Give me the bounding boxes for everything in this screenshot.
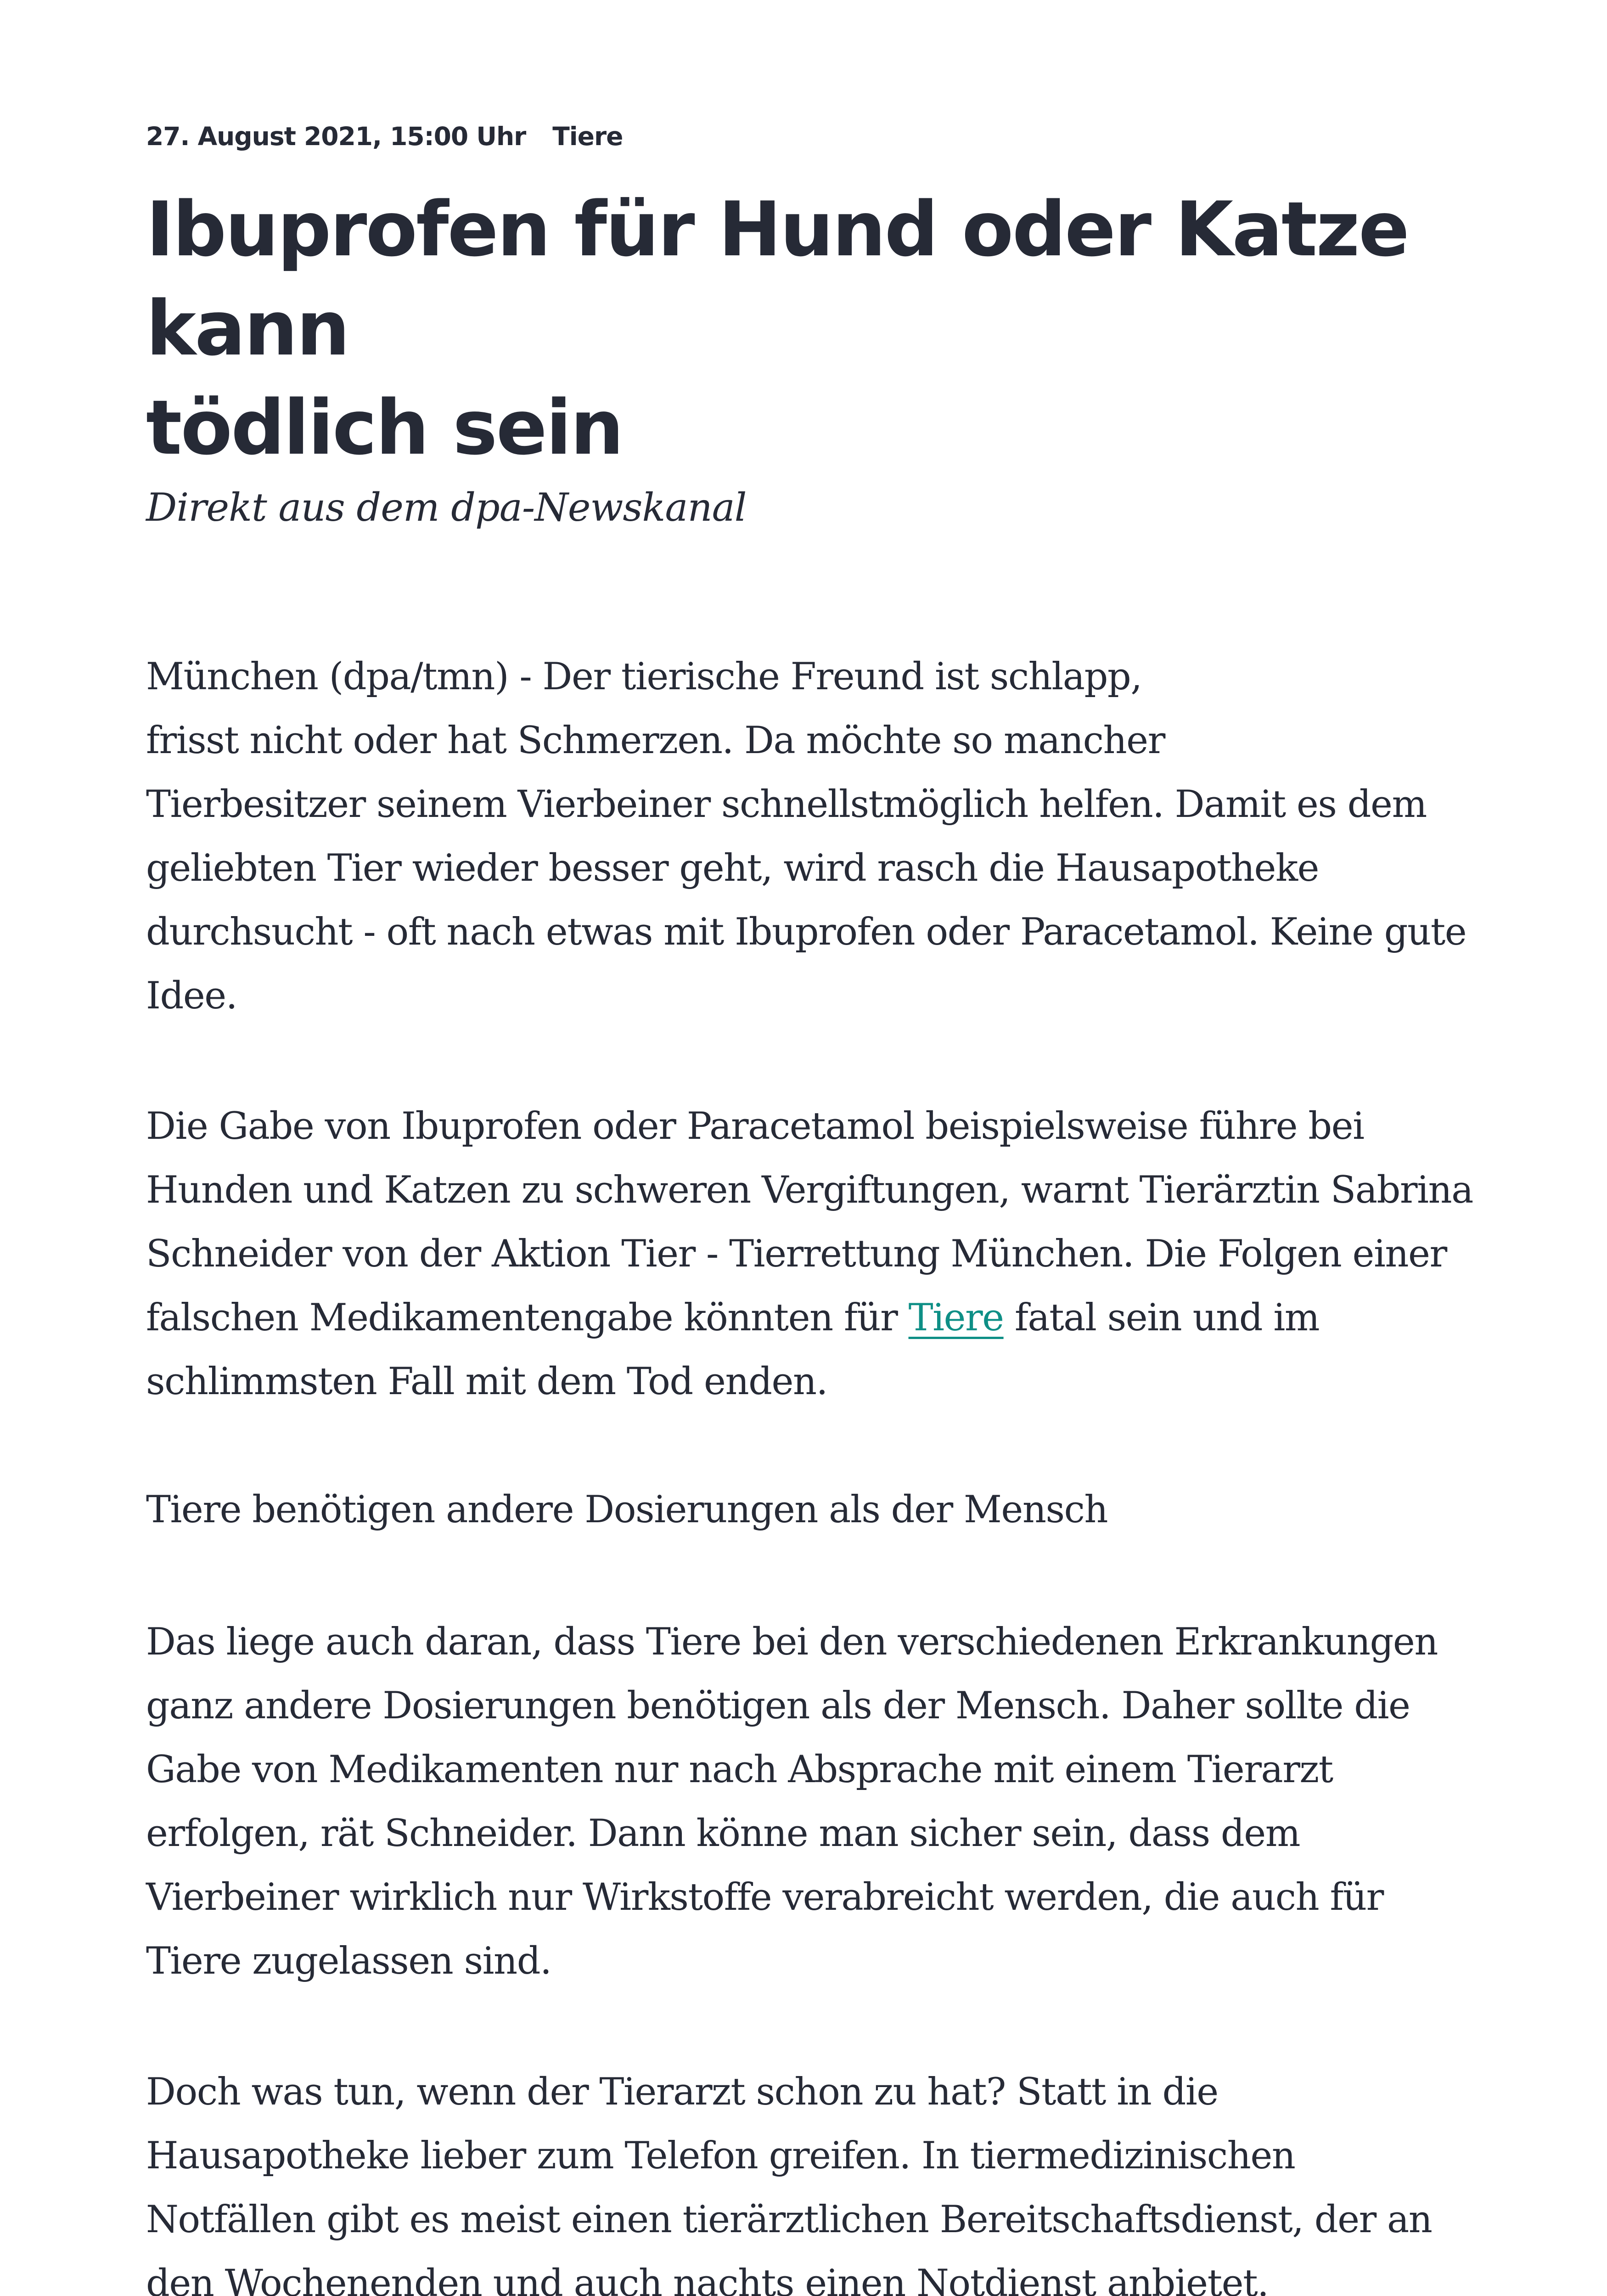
paragraph-line: ganz andere Dosierungen benötigen als der Mensch. Daher sollte die xyxy=(146,1684,1410,1728)
paragraph-line: Hausapotheke lieber zum Telefon greifen. In tiermedizinischen xyxy=(146,2134,1295,2178)
headline-line: Ibuprofen für Hund oder Katze kann xyxy=(146,186,1408,372)
paragraph-line: Doch was tun, wenn der Tierarzt schon zu hat? Statt in die xyxy=(146,2071,1218,2114)
paragraph-line: Hunden und Katzen zu schweren Vergiftungen, warnt Tierärztin Sabrina xyxy=(146,1169,1473,1212)
paragraph-line: Das liege auch daran, dass Tiere bei den verschiedenen Erkrankungen xyxy=(146,1621,1438,1664)
text-segment: fatal sein und im xyxy=(1003,1296,1320,1339)
paragraph-line: Vierbeiner wirklich nur Wirkstoffe verabreicht werden, die auch für xyxy=(146,1876,1383,1919)
paragraph-line: durchsucht - oft nach etwas mit Ibuprofen oder Paracetamol. Keine gute xyxy=(146,911,1467,954)
source-kicker: Direkt aus dem dpa-Newskanal xyxy=(146,485,747,530)
paragraph-line: erfolgen, rät Schneider. Dann könne man sicher sein, dass dem xyxy=(146,1812,1300,1855)
paragraph-line: Schneider von der Aktion Tier - Tierrettung München. Die Folgen einer xyxy=(146,1232,1447,1276)
paragraph-line: Notfällen gibt es meist einen tierärztlichen Bereitschaftsdienst, der an xyxy=(146,2198,1432,2241)
paragraph-line: Tierbesitzer seinem Vierbeiner schnellstmöglich helfen. Damit es dem xyxy=(146,783,1427,826)
paragraph-line: frisst nicht oder hat Schmerzen. Da möchte so mancher xyxy=(146,719,1165,762)
paragraph-line: den Wochenenden und auch nachts einen Notdienst anbietet. xyxy=(146,2262,1269,2296)
paragraph-line xyxy=(146,1286,1519,1350)
article-headline xyxy=(146,180,1519,478)
paragraph-dosage xyxy=(146,1610,1519,1993)
paragraph-line: Gabe von Medikamenten nur nach Absprache mit einem Tierarzt xyxy=(146,1748,1333,1791)
paragraph-line: München (dpa/tmn) - Der tierische Freund ist schlapp, xyxy=(146,655,1142,698)
text-segment: falschen Medikamentengabe könnten für xyxy=(146,1296,909,1339)
paragraph-warning xyxy=(146,1095,1519,1414)
paragraph-line: schlimmsten Fall mit dem Tod enden. xyxy=(146,1360,827,1403)
category-link[interactable]: Tiere xyxy=(552,122,623,151)
article-meta xyxy=(146,120,623,152)
paragraph-line: geliebten Tier wieder besser geht, wird rasch die Hausapotheke xyxy=(146,847,1319,890)
subheading-text: Tiere benötigen andere Dosierungen als der Mensch xyxy=(146,1488,1108,1531)
paragraph-line: Tiere zugelassen sind. xyxy=(146,1940,551,1983)
publish-date: 27. August 2021, 15:00 Uhr xyxy=(146,122,526,151)
paragraph-intro xyxy=(146,645,1519,1028)
tiere-link[interactable]: Tiere xyxy=(908,1296,1004,1339)
paragraph-line: Die Gabe von Ibuprofen oder Paracetamol beispielsweise führe bei xyxy=(146,1105,1364,1148)
paragraph-line: Idee. xyxy=(146,974,237,1018)
paragraph-emergency xyxy=(146,2060,1519,2296)
subheading xyxy=(146,1478,1519,1542)
headline-line: tödlich sein xyxy=(146,384,623,472)
